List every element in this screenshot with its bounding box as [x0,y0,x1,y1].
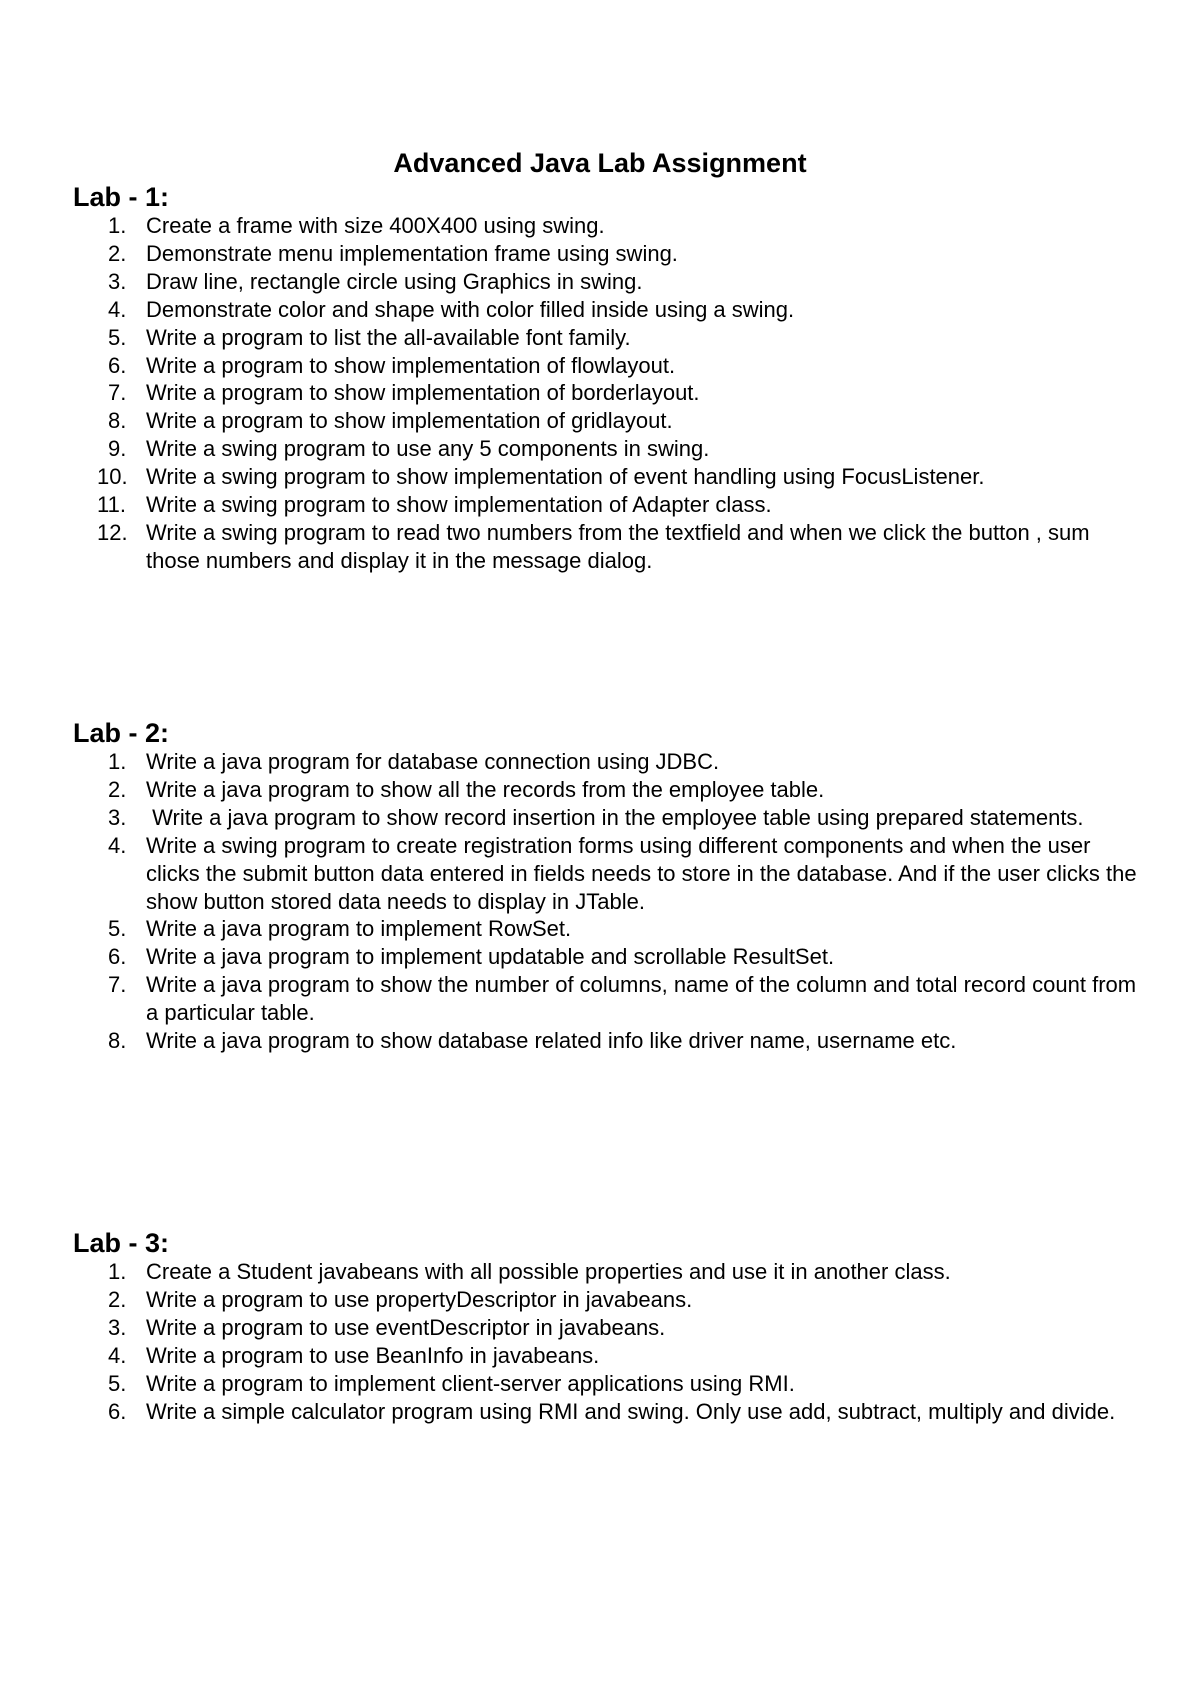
task-text: Write a swing program to use any 5 components in swing. [146,436,710,462]
task-item [0,1342,1200,1370]
task-text: Create a Student javabeans with all possible properties and use it in another class. [146,1259,951,1284]
task-text: Write a swing program to read two numbers from the textfield and when we click the button , sum those numbers and display it in the message dialog. [146,519,1096,573]
task-number: 7. [108,972,127,998]
task-item [0,1370,1200,1398]
task-item [0,379,1200,407]
task-item [0,1258,1200,1286]
task-number: 4. [108,1342,127,1368]
task-text: Write a java program to show the number of columns, name of the column and total record count from a particular table. [146,972,1143,1026]
task-number: 8. [108,1028,127,1054]
task-text: Write a program to show implementation of flowlayout. [146,352,676,378]
task-number: 11. [97,492,126,518]
task-number: 7. [108,380,127,406]
lab-2-task-list [0,748,1200,1055]
lab-1-task-list [0,212,1200,575]
task-number: 1. [108,1259,127,1284]
task-number: 5. [108,324,127,350]
task-number: 9. [108,436,127,462]
task-item [0,971,1200,1027]
lab-2-heading: Lab - 2: [73,718,170,748]
task-item [0,776,1200,804]
task-number: 4. [108,296,127,322]
task-item [0,748,1200,776]
task-item [0,804,1200,832]
task-text: Draw line, rectangle circle using Graphics in swing. [146,268,643,294]
task-number: 6. [108,944,127,970]
task-item [0,1398,1200,1426]
task-number: 3. [108,268,127,294]
task-text: Write a swing program to show implementation of Adapter class. [146,492,772,518]
task-item [0,212,1200,240]
task-number: 8. [108,408,127,434]
task-text: Write a java program to implement RowSet. [146,916,572,942]
task-number: 1. [108,213,127,238]
task-text: Demonstrate menu implementation frame using swing. [146,240,678,266]
task-number: 12. [97,519,128,545]
task-text: Write a program to use eventDescriptor in javabeans. [146,1314,666,1340]
task-item [0,1286,1200,1314]
task-item [0,943,1200,971]
lab-3-task-list [0,1258,1200,1425]
task-text: Write a program to use BeanInfo in javabeans. [146,1342,600,1368]
task-number: 10. [97,464,128,490]
task-number: 6. [108,1398,127,1424]
document-title: Advanced Java Lab Assignment [393,148,807,178]
task-text: Write a java program to show all the records from the employee table. [146,776,825,802]
lab-3-heading: Lab - 3: [73,1228,170,1258]
task-number: 3. [108,804,127,830]
task-item [0,1314,1200,1342]
task-text: Write a program to show implementation of borderlayout. [146,380,700,406]
task-item [0,491,1200,519]
task-item [0,268,1200,296]
task-item [0,915,1200,943]
task-text: Write a java program to implement updatable and scrollable ResultSet. [146,944,835,970]
task-item [0,407,1200,435]
task-number: 5. [108,916,127,942]
task-text: Demonstrate color and shape with color filled inside using a swing. [146,296,795,322]
task-number: 4. [108,832,127,858]
task-text: Write a java program to show record insertion in the employee table using prepared statements. [146,804,1084,830]
task-text: Create a frame with size 400X400 using swing. [146,213,605,238]
task-text: Write a swing program to show implementation of event handling using FocusListener. [146,464,985,490]
task-number: 3. [108,1314,127,1340]
task-item [0,463,1200,491]
task-text: Write a swing program to create registration forms using different components and when the user clicks the submit button data entered in fields needs to store in the database. And if the user clicks the show button stored data needs to display in JTable. [146,832,1143,914]
task-item [0,240,1200,268]
task-number: 2. [108,240,127,266]
task-item [0,519,1200,575]
task-item [0,1027,1200,1055]
task-text: Write a program to implement client-server applications using RMI. [146,1370,795,1396]
task-number: 6. [108,352,127,378]
task-number: 1. [108,749,127,774]
task-item [0,296,1200,324]
task-number: 5. [108,1370,127,1396]
task-item [0,435,1200,463]
task-text: Write a java program for database connection using JDBC. [146,749,720,774]
task-number: 2. [108,776,127,802]
task-text: Write a simple calculator program using RMI and swing. Only use add, subtract, multiply and divide. [146,1398,1116,1424]
task-text: Write a program to use propertyDescriptor in javabeans. [146,1286,693,1312]
task-item [0,324,1200,352]
task-text: Write a program to show implementation of gridlayout. [146,408,673,434]
task-number: 2. [108,1286,127,1312]
lab-1-heading: Lab - 1: [73,182,170,212]
task-item [0,832,1200,916]
task-item [0,352,1200,380]
task-text: Write a java program to show database related info like driver name, username etc. [146,1028,957,1054]
task-text: Write a program to list the all-available font family. [146,324,631,350]
